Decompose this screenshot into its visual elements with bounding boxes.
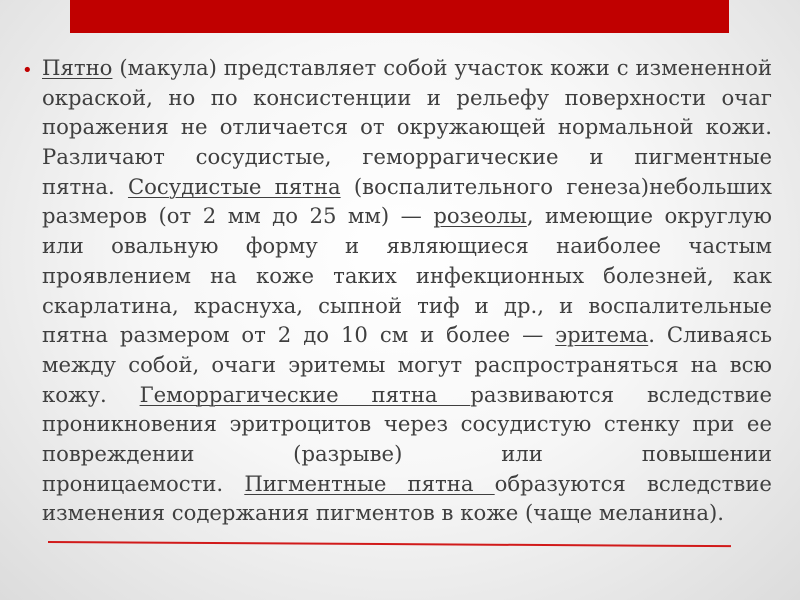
text-run: скарлатина, краснуха, сыпной тиф и др., и воспалительные [42, 292, 772, 318]
text-run: или овальную форму и являющиеся наиболее частым [42, 233, 772, 259]
text-run: окраской, но по консистенции и рельефу поверхности очаг [42, 84, 772, 110]
text-run: пятна. [42, 173, 128, 199]
text-run: кожу. [42, 381, 140, 407]
text-line [42, 201, 772, 231]
underlined-term: эритема [555, 322, 649, 348]
text-line [42, 172, 772, 202]
bullet-icon: • [22, 60, 33, 81]
text-run: образуются вследствие [494, 470, 772, 496]
underlined-term: розеолы [433, 203, 527, 229]
text-line [42, 350, 772, 380]
text-line [42, 409, 772, 439]
text-run: Различают сосудистые, геморрагические и пигментные [42, 144, 772, 170]
text-run: . Сливаясь [648, 322, 772, 348]
underlined-term: Сосудистые пятна [127, 173, 341, 199]
text-run: проницаемости. [42, 470, 245, 496]
title-bar [70, 0, 729, 33]
text-line [42, 53, 772, 83]
underlined-term: Геморрагические пятна [139, 381, 471, 407]
text-line [42, 231, 772, 261]
text-run: проникновения эритроцитов через сосудистую стенку при ее [42, 411, 772, 437]
text-line [42, 320, 772, 350]
text-run: проявлением на коже таких инфекционных болезней, как [42, 262, 772, 288]
text-run: развиваются вследствие [470, 381, 772, 407]
text-run: повреждении (разрыве) или повышении [42, 440, 772, 466]
text-line [42, 498, 772, 528]
underlined-term: Пигментные пятна [244, 470, 495, 496]
text-run: , имеющие округлую [526, 203, 772, 229]
text-line [42, 83, 772, 113]
text-run: изменения содержания пигментов в коже (чаще меланина). [42, 500, 724, 526]
text-line [42, 112, 772, 142]
text-line [42, 142, 772, 172]
text-run: (воспалительного генеза)небольших [340, 173, 773, 199]
underlined-term: Пятно [42, 55, 113, 80]
text-run: поражения не отличается от окружающей нормальной кожи. [42, 114, 772, 140]
text-line [42, 439, 772, 469]
text-run: (макула) представляет собой участок кожи с измененной [112, 55, 772, 80]
text-line [42, 469, 772, 499]
text-line [42, 261, 772, 291]
text-run: размеров (от 2 мм до 25 мм) — [42, 203, 434, 229]
text-line [42, 291, 772, 321]
text-run: пятна размером от 2 до 10 см и более — [42, 322, 556, 348]
text-run: между собой, очаги эритемы могут распространяться на всю [42, 351, 772, 377]
text-line [42, 380, 772, 410]
strikethrough-line [48, 541, 731, 547]
body-paragraph [42, 53, 772, 528]
